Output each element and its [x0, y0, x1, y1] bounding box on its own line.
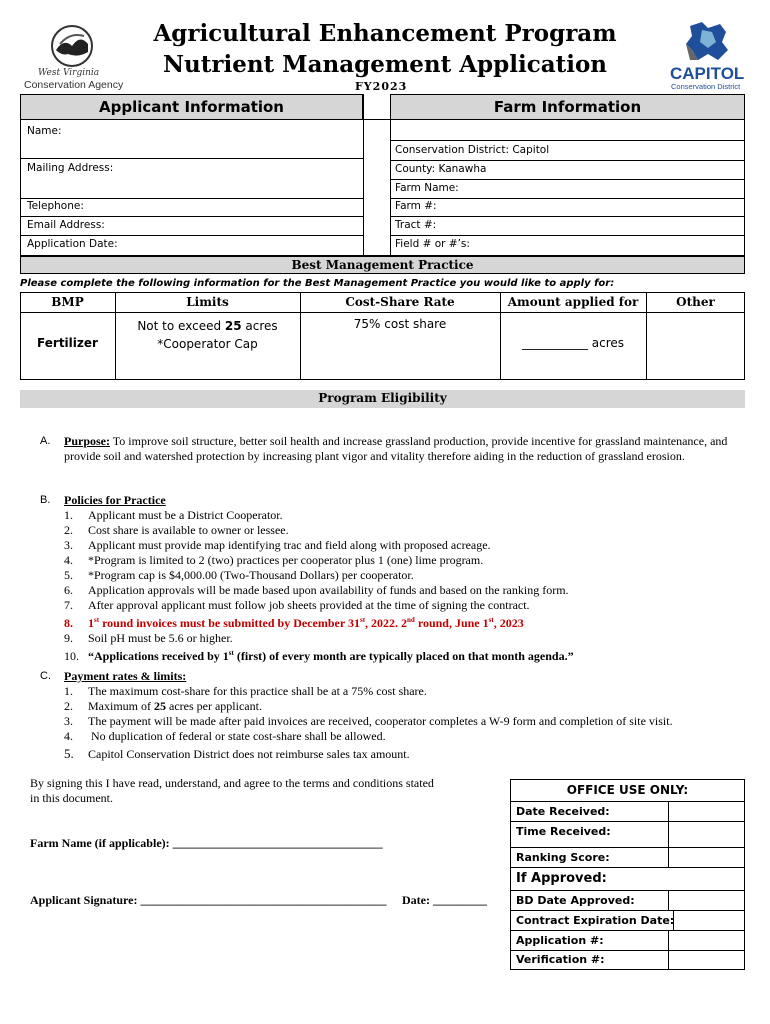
bmp-fertilizer: Fertilizer [37, 336, 98, 350]
policy-item: 10. “Applications received by 1st (first) of every month are typically placed on that month agenda.” [64, 649, 574, 663]
bmp-other-field[interactable] [646, 336, 745, 356]
payment-title [64, 669, 186, 684]
payment-item: 2. Maximum of 25 acres per applicant. [64, 699, 262, 713]
payment-item: 5. Capitol Conservation District does not reimburse sales tax amount. [64, 746, 410, 761]
bmp-limits [115, 317, 300, 353]
county: County: Kanawha [395, 163, 487, 175]
contract-expiration-label: Contract Expiration Date: [516, 914, 675, 927]
policies-title-text: Policies for Practice [64, 493, 166, 507]
section-b-marker: B. [40, 494, 51, 506]
bd-date-row [510, 891, 745, 911]
application-date-field[interactable]: Application Date: [27, 238, 118, 250]
section-a-marker: A. [40, 435, 51, 447]
verification-number-row [510, 950, 745, 970]
ranking-score-row [510, 848, 745, 868]
title-line-2: Nutrient Management Application [162, 51, 608, 78]
application-number-row [510, 931, 745, 951]
capitol-logo [668, 20, 746, 95]
payment-title-text: Payment rates & limits: [64, 669, 187, 683]
col-limits: Limits [186, 295, 229, 309]
wvca-logo-text-1: West Virginia [38, 68, 100, 78]
policy-item: 4. *Program is limited to 2 (two) practices per cooperator plus 1 (one) lime program. [64, 553, 484, 567]
capitol-map-icon [668, 20, 746, 64]
title-line-1: Agricultural Enhancement Program [153, 20, 617, 47]
eligibility-heading: Program Eligibility [20, 390, 745, 408]
payment-list [64, 684, 754, 762]
time-received-label: Time Received: [516, 825, 611, 838]
time-received-row [510, 822, 745, 848]
applicant-signature-field[interactable]: Applicant Signature: _________________________________________ [30, 893, 387, 907]
col-cost-share: Cost-Share Rate [345, 295, 455, 309]
conservation-district: Conservation District: Capitol [395, 144, 550, 156]
policy-item-deadline: 8. 1st round invoices must be submitted by December 31st, 2022. 2nd round, June 1st, 2023 [64, 616, 524, 630]
policy-item: 9. Soil pH must be 5.6 or higher. [64, 631, 233, 645]
applicant-info-heading: Applicant Information [20, 94, 363, 120]
ranking-score-label: Ranking Score: [516, 851, 610, 864]
date-received-label: Date Received: [516, 805, 610, 818]
application-number-label: Application #: [516, 934, 604, 947]
limits-bold: 25 [224, 319, 242, 333]
payment-item: 4. No duplication of federal or state cost-share shall be allowed. [64, 729, 386, 743]
email-field[interactable]: Email Address: [27, 219, 105, 231]
mailing-address-field[interactable]: Mailing Address: [27, 162, 114, 174]
bd-date-label: BD Date Approved: [516, 894, 635, 907]
wvca-logo-text-2: Conservation Agency [24, 79, 124, 91]
tract-number-field[interactable]: Tract #: [395, 219, 437, 231]
payment-item: 1. The maximum cost-share for this practice shall be at a 75% cost share. [64, 684, 427, 698]
field-number-field[interactable]: Field # or #’s: [395, 238, 470, 250]
limits-line2: *Cooperator Cap [157, 337, 258, 351]
policy-item: 2. Cost share is available to owner or lessee. [64, 523, 289, 537]
col-other: Other [676, 295, 715, 309]
col-amount: Amount applied for [507, 295, 639, 309]
capitol-logo-text: CAPITOL [670, 64, 745, 83]
contract-expiration-row [510, 911, 745, 931]
col-bmp: BMP [51, 295, 84, 309]
farm-name-signature-field[interactable]: Farm Name (if applicable): ___________________________________ [30, 836, 383, 850]
limits-suffix: acres [241, 319, 278, 333]
telephone-field[interactable]: Telephone: [27, 200, 84, 212]
policy-item: 5. *Program cap is $4,000.00 (Two-Thousand Dollars) per cooperator. [64, 568, 414, 582]
fiscal-year: FY2023 [355, 80, 408, 93]
bmp-instruction: Please complete the following information for the Best Management Practice you would like to apply for: [20, 278, 615, 289]
policy-item: 1. Applicant must be a District Cooperator. [64, 508, 283, 522]
purpose-title: Purpose: [64, 434, 110, 448]
policies-title [64, 493, 166, 508]
bmp-amount-field[interactable]: ___________ acres [521, 336, 625, 350]
section-c-marker: C. [40, 670, 51, 682]
purpose-body: To improve soil structure, better soil health and increase grassland production, provide incentive for grassland maintenance, and provide soil and watershed protection by increasing plant vigor and vitality therefore aiding in the reduction of grassland erosion. [64, 434, 728, 463]
capitol-logo-subtext: Conservation District [671, 82, 741, 91]
purpose-text [64, 434, 744, 464]
office-use-heading: OFFICE USE ONLY: [566, 783, 689, 797]
policy-item: 3. Applicant must provide map identifying trac and field along with proposed acreage. [64, 538, 491, 552]
name-field[interactable]: Name: [27, 125, 62, 137]
signature-statement: By signing this I have read, understand, and agree to the terms and conditions stated in this document. [30, 776, 434, 805]
policy-item: 7. After approval applicant must follow job sheets provided at the time of signing the contract. [64, 598, 530, 612]
policy-item: 6. Application approvals will be made based upon availability of funds and based on the ranking form. [64, 583, 569, 597]
if-approved-label: If Approved: [516, 871, 607, 886]
farm-info-heading: Farm Information [390, 94, 745, 120]
verification-number-label: Verification #: [516, 953, 605, 966]
date-received-row [510, 802, 745, 822]
bmp-rate: 75% cost share [353, 317, 447, 331]
payment-item: 3. The payment will be made after paid invoices are received, cooperator completes a W-9 form and completion of site visit. [64, 714, 673, 728]
bmp-heading: Best Management Practice [20, 256, 745, 274]
policies-list [64, 508, 754, 664]
farm-number-field[interactable]: Farm #: [395, 200, 437, 212]
farm-name-field[interactable]: Farm Name: [395, 182, 459, 194]
limits-prefix: Not to exceed [137, 319, 225, 333]
signature-date-field[interactable]: Date: _________ [402, 893, 487, 907]
